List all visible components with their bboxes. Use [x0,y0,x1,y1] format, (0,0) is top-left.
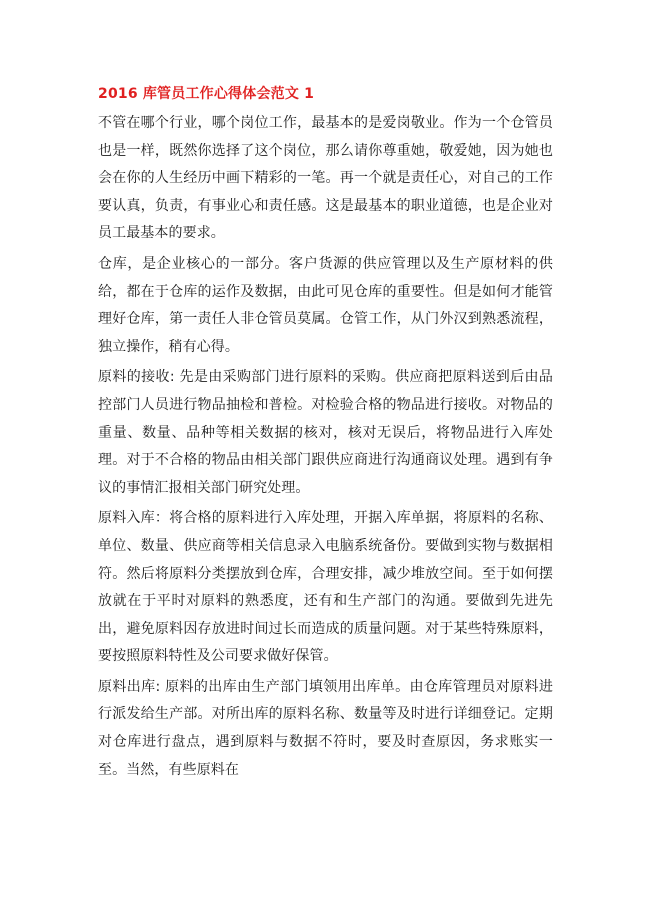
paragraph-material-receiving: 原料的接收: 先是由采购部门进行原料的采购。供应商把原料送到后由品控部门人员进行物品抽检和普检。对检验合格的物品进行接收。对物品的重量、数量、品种等相关数据的核对，核对无误后，将物品进行入库处理。对于不合格的物品由相关部门跟供应商进行沟通商议处理。遇到有争议的事情汇报相关部门研究处理。 [98,369,553,496]
paragraph-job-dedication: 不管在哪个行业，哪个岗位工作，最基本的是爱岗敬业。作为一个仓管员也是一样，既然你选择了这个岗位，那么请你尊重她，敬爱她，因为她也会在你的人生经历中画下精彩的一笔。再一个就是责任心，对自己的工作要认真，负责，有事业心和责任感。这是最基本的职业道德，也是企业对员工最基本的要求。 [98,115,553,242]
document-body [98,84,553,787]
paragraph-material-inbound: 原料入库：将合格的原料进行入库处理，开据入库单据，将原料的名称、单位、数量、供应商等相关信息录入电脑系统备份。要做到实物与数据相符。然后将原料分类摆放到仓库，合理安排，减少堆放空间。至于如何摆放就在于平时对原料的熟悉度，还有和生产部门的沟通。要做到先进先出，避免原料因存放进时间过长而造成的质量问题。对于某些特殊原料，要按照原料特性及公司要求做好保管。 [98,510,553,665]
paragraph-material-outbound: 原料出库: 原料的出库由生产部门填领用出库单。由仓库管理员对原料进行派发给生产部。对所出库的原料名称、数量等及时进行详细登记。定期对仓库进行盘点，遇到原料与数据不符时，要及时查原因，务求账实一至。当然，有些原料在 [98,678,553,778]
document-title: 2016 库管员工作心得体会范文 1 [98,86,315,102]
paragraph-warehouse-importance: 仓库，是企业核心的一部分。客户货源的供应管理以及生产原材料的供给，都在于仓库的运作及数据，由此可见仓库的重要性。但是如何才能管理好仓库，第一责任人非仓管员莫属。仓管工作，从门外汉到熟悉流程，独立操作，稍有心得。 [98,255,553,355]
